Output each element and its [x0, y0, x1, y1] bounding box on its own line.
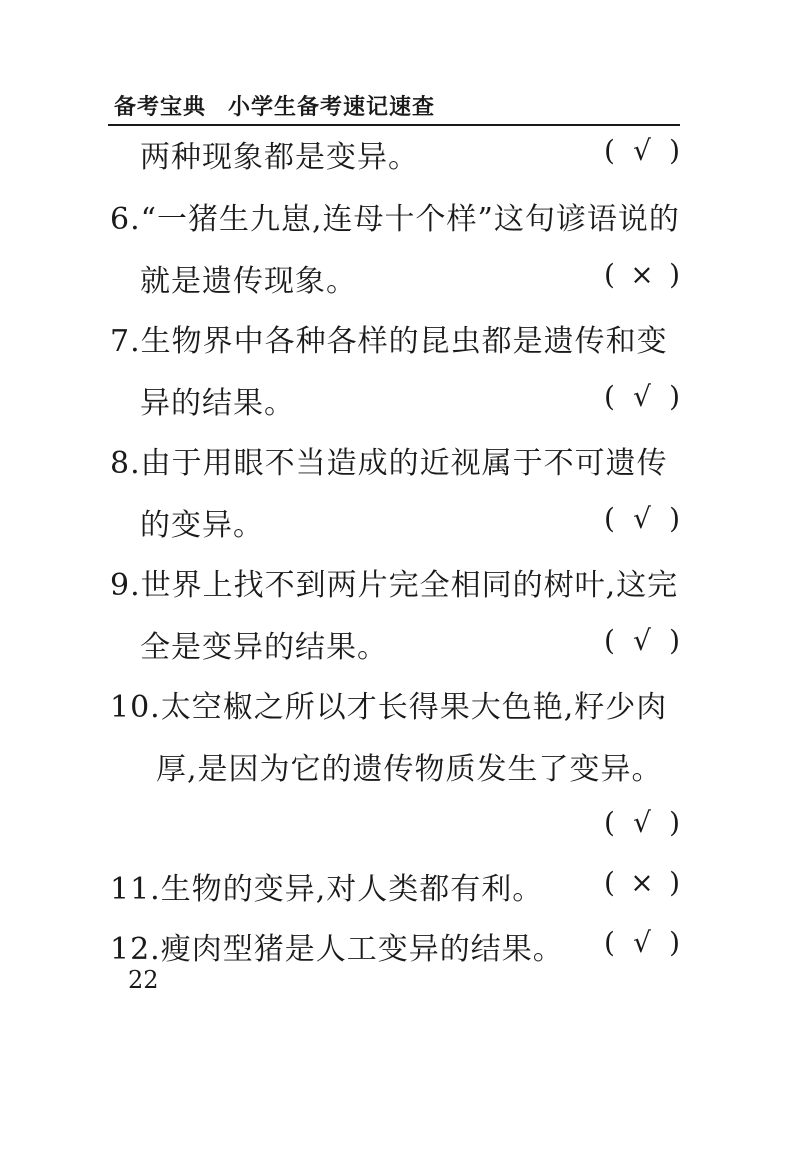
item-11-line-1: 11.生物的变异,对人类都有利。 [110, 872, 544, 907]
item-9-number: 9. [110, 568, 141, 603]
item-6-line-1: 6.“一猪生九崽,连母十个样”这句谚语说的 [110, 202, 680, 237]
header-text [114, 90, 435, 121]
item-9-line-1: 9.世界上找不到两片完全相同的树叶,这完 [110, 568, 679, 603]
item-6-answer: ( × ) [604, 258, 680, 291]
page-number: 22 [128, 966, 159, 994]
item-10-number: 10. [110, 690, 161, 725]
check-mark-icon: √ [633, 806, 651, 839]
item-7-line-1: 7.生物界中各种各样的昆虫都是遗传和变 [110, 324, 668, 359]
cross-mark-icon: × [630, 258, 654, 291]
item-12-number: 12. [110, 932, 161, 967]
item-11-answer: ( × ) [604, 866, 680, 899]
check-mark-icon: √ [633, 134, 651, 167]
item-8-answer: ( √ ) [604, 502, 680, 535]
item-9-answer: ( √ ) [604, 624, 680, 657]
check-mark-icon: √ [633, 926, 651, 959]
running-header [108, 88, 680, 126]
item-8-line-2: 的变异。 [140, 508, 264, 543]
check-mark-icon: √ [633, 624, 651, 657]
item-10-answer: ( √ ) [604, 806, 680, 839]
item-10-line-1: 10.太空椒之所以才长得果大色艳,籽少肉 [110, 690, 668, 725]
book-title: 备考宝典 [114, 95, 207, 120]
item-10-line-2: 厚,是因为它的遗传物质发生了变异。 [156, 752, 663, 787]
item-8-number: 8. [110, 446, 141, 481]
item-9-line-2: 全是变异的结果。 [140, 630, 388, 665]
item-12-line-1: 12.瘦肉型猪是人工变异的结果。 [110, 932, 564, 967]
item-12-answer: ( √ ) [604, 926, 680, 959]
series-title: 小学生备考速记速查 [228, 95, 436, 120]
item-5-answer: ( √ ) [604, 134, 680, 167]
item-7-answer: ( √ ) [604, 380, 680, 413]
check-mark-icon: √ [633, 502, 651, 535]
item-5-line-1: 两种现象都是变异。 [140, 140, 419, 175]
item-6-number: 6. [110, 202, 141, 237]
item-7-number: 7. [110, 324, 141, 359]
item-8-line-1: 8.由于用眼不当造成的近视属于不可遗传 [110, 446, 668, 481]
check-mark-icon: √ [633, 380, 651, 413]
item-6-line-2: 就是遗传现象。 [140, 264, 357, 299]
cross-mark-icon: × [630, 866, 654, 899]
item-7-line-2: 异的结果。 [140, 386, 295, 421]
item-11-number: 11. [110, 872, 161, 907]
